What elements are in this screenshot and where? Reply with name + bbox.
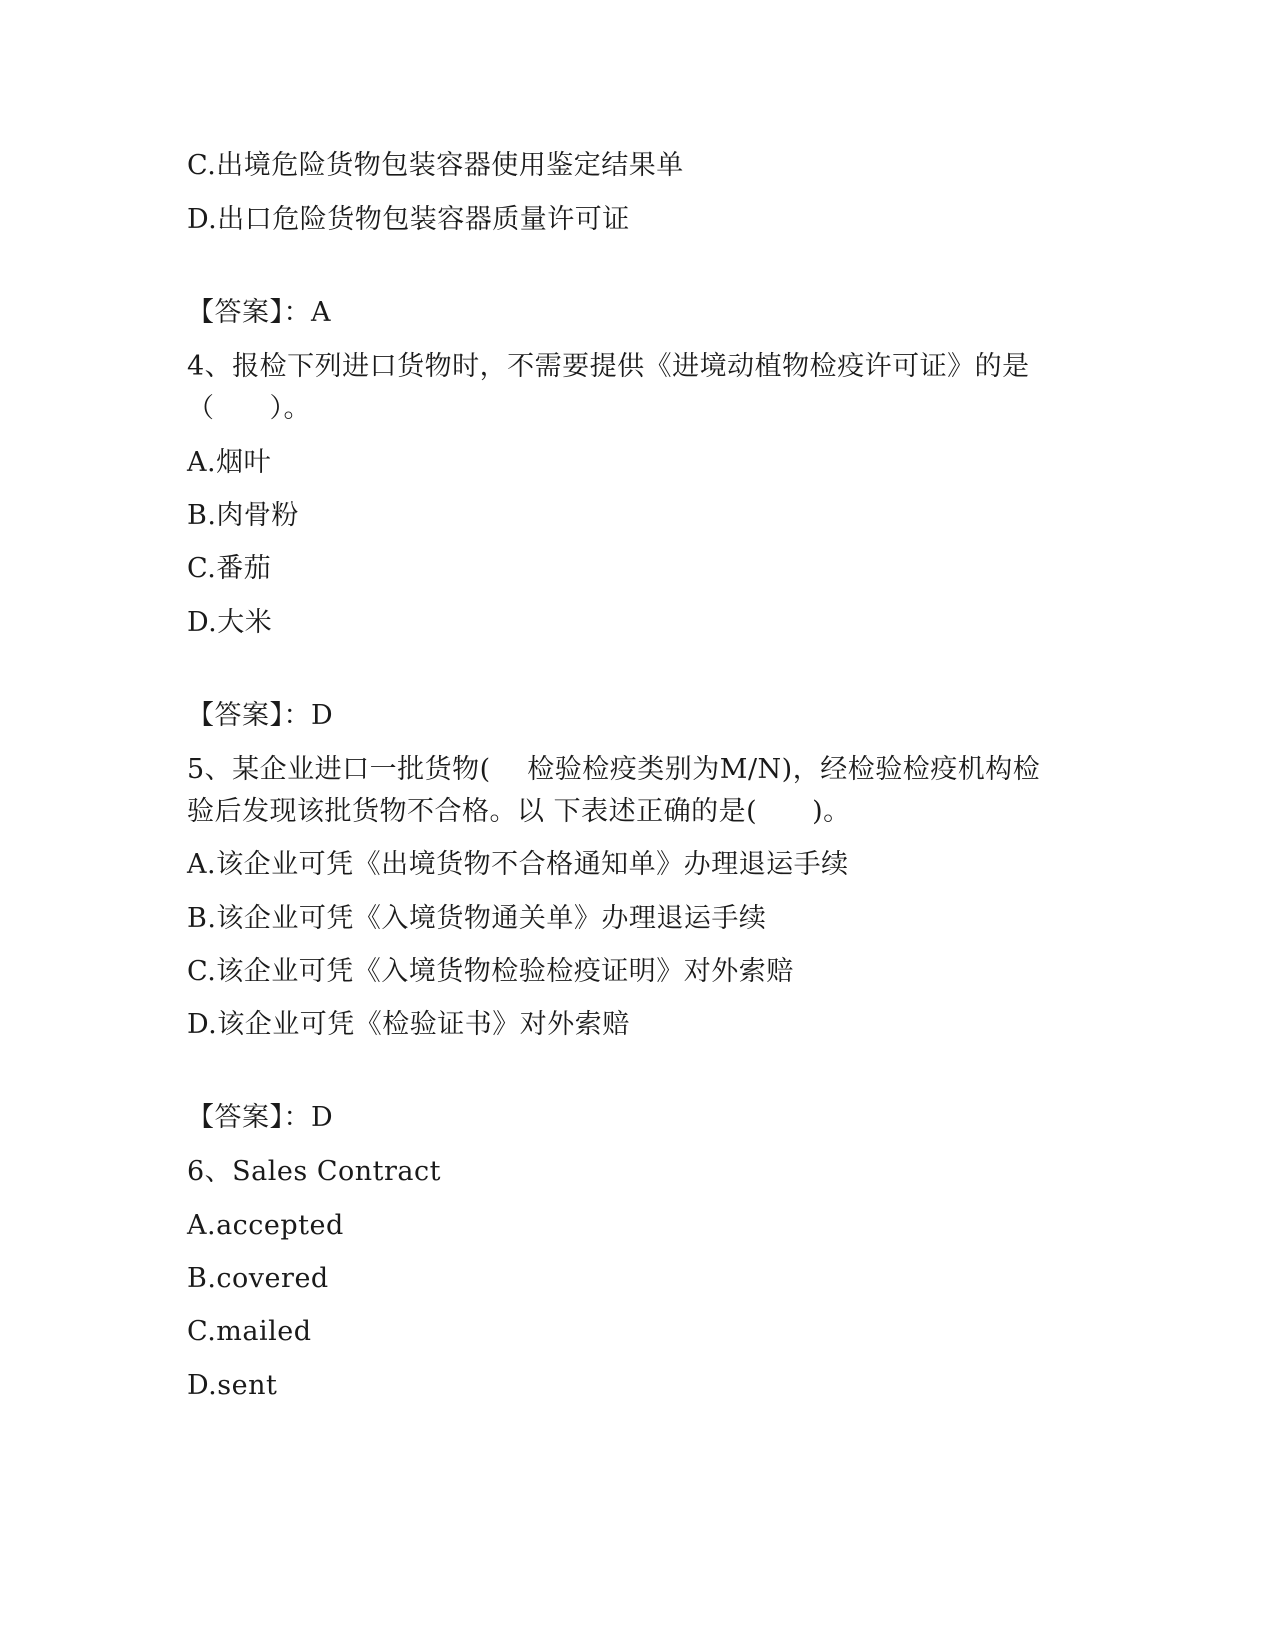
q5-answer: 【答案】：D [187,1102,334,1133]
q3-option-c: C.出境危险货物包装容器使用鉴定结果单 [187,150,684,181]
q5-option-b: B.该企业可凭《入境货物通关单》办理退运手续 [187,903,767,934]
q6-option-a: A.accepted [187,1210,344,1241]
q6-option-d: D.sent [187,1370,278,1401]
q4-option-d: D.大米 [187,607,273,638]
q6-option-b: B.covered [187,1263,329,1294]
q4-option-a: A.烟叶 [187,447,272,478]
q4-stem-line1: 4、报检下列进口货物时，不需要提供《进境动植物检疫许可证》的是 [187,351,1030,382]
q6-option-c: C.mailed [187,1316,312,1347]
q4-option-b: B.肉骨粉 [187,500,299,531]
q6-stem: 6、Sales Contract [187,1156,441,1187]
q4-stem-line2: （ ）。 [187,393,311,424]
q5-option-c: C.该企业可凭《入境货物检验检疫证明》对外索赔 [187,956,794,987]
q5-option-a: A.该企业可凭《出境货物不合格通知单》办理退运手续 [187,849,849,880]
q4-answer: 【答案】：D [187,700,334,731]
q5-stem-line2: 验后发现该批货物不合格。以 下表述正确的是( )。 [187,796,851,827]
q3-option-d: D.出口危险货物包装容器质量许可证 [187,204,630,235]
q3-answer: 【答案】：A [187,297,331,328]
q4-option-c: C.番茄 [187,553,272,584]
q5-stem-line1: 5、某企业进口一批货物( 检验检疫类别为M/N)，经检验检疫机构检 [187,754,1041,785]
q5-option-d: D.该企业可凭《检验证书》对外索赔 [187,1009,630,1040]
